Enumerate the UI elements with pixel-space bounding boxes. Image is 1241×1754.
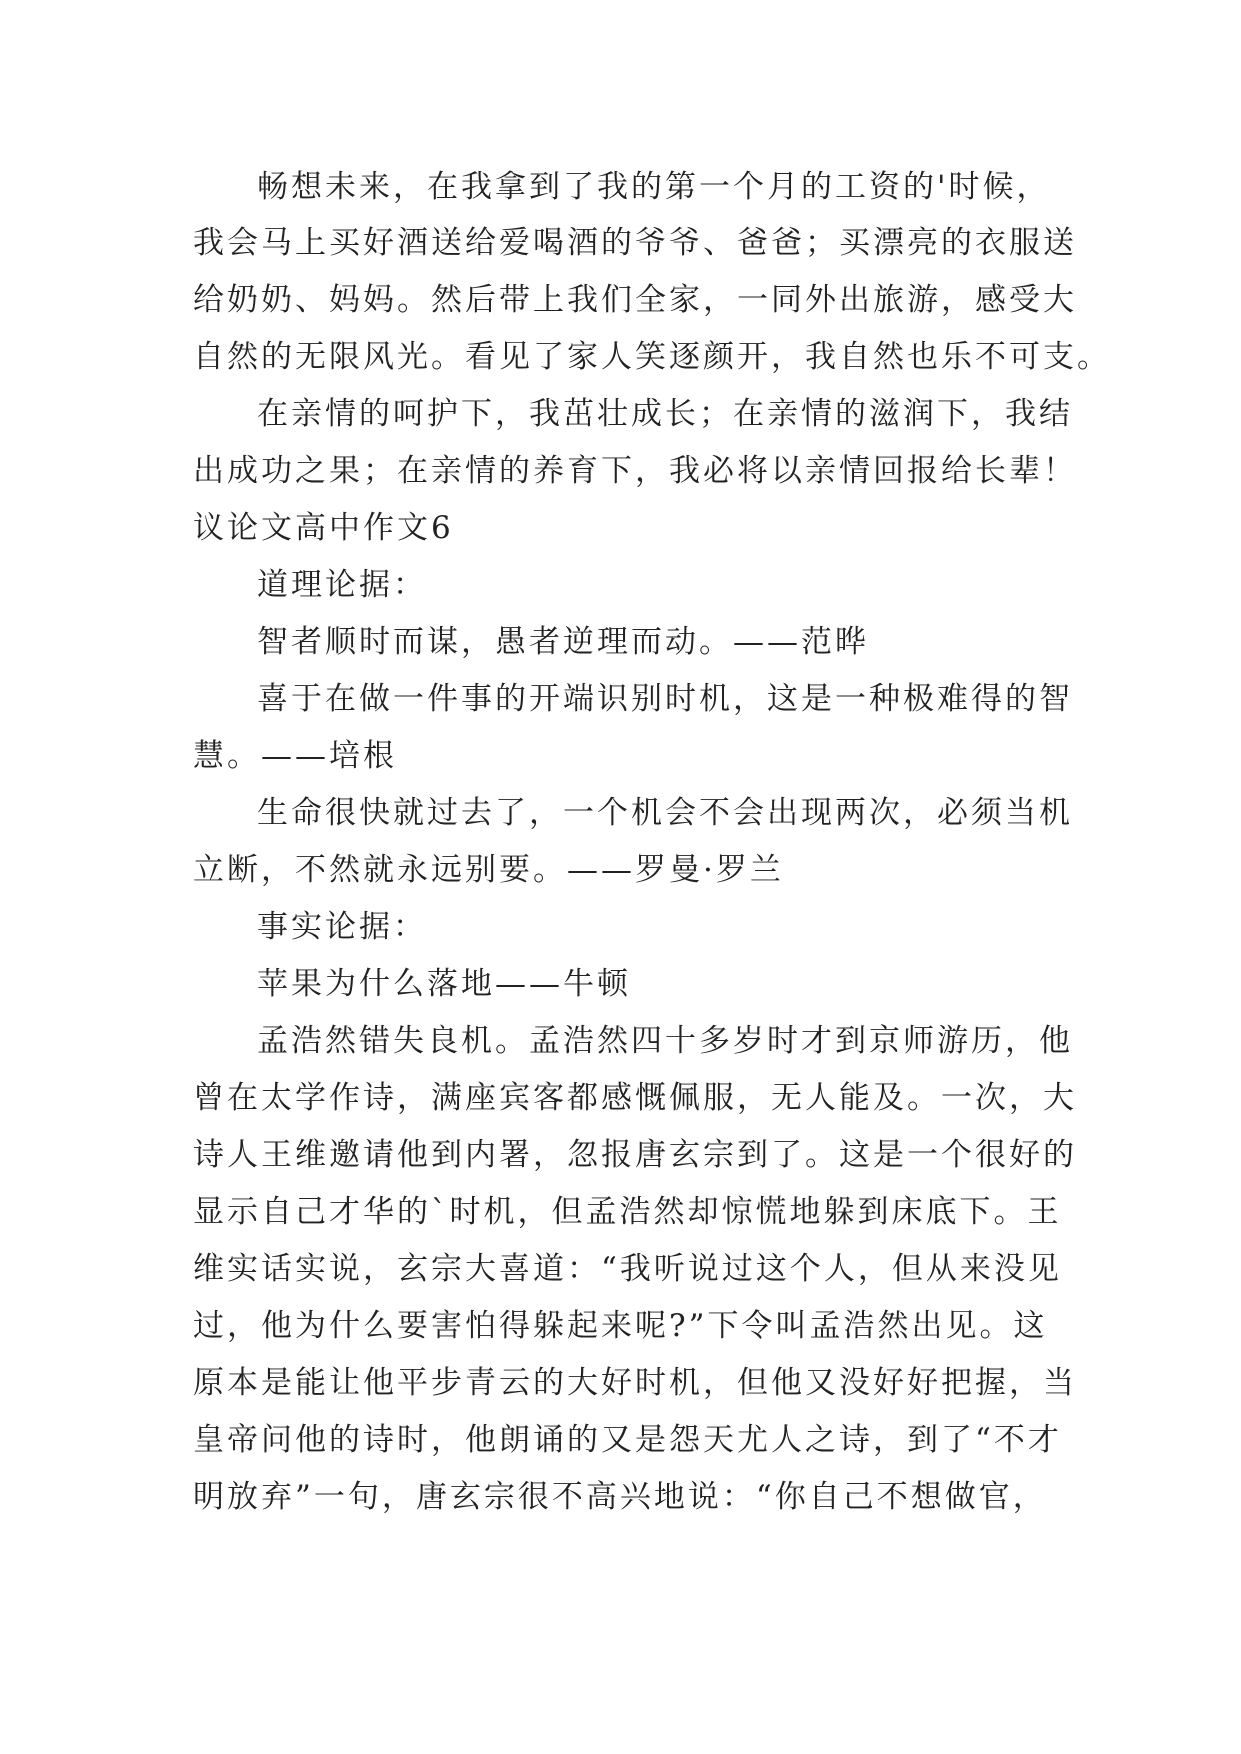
- text-line: 诗人王维邀请他到内署，忽报唐玄宗到了。这是一个很好的: [193, 1137, 1077, 1173]
- quote-line: 慧。——培根: [193, 738, 397, 774]
- text-line: 明放弃”一句，唐玄宗很不高兴地说：“你自己不想做官，: [193, 1479, 1047, 1515]
- quote-line: 生命很快就过去了，一个机会不会出现两次，必须当机: [257, 795, 1073, 831]
- text-line: 苹果为什么落地——牛顿: [257, 966, 631, 1002]
- text-line: 出成功之果；在亲情的养育下，我必将以亲情回报给长辈！: [193, 453, 1077, 489]
- text-line: 给奶奶、妈妈。然后带上我们全家，一同外出旅游，感受大: [193, 282, 1077, 318]
- text-line: 过，他为什么要害怕得躲起来呢?”下令叫孟浩然出见。这: [193, 1308, 1048, 1344]
- text-line: 显示自己才华的`时机，但孟浩然却惊慌地躲到床底下。王: [193, 1194, 1062, 1230]
- text-line: 维实话实说，玄宗大喜道：“我听说过这个人，但从来没见: [193, 1251, 1062, 1287]
- text-line: 道理论据：: [257, 567, 427, 603]
- section-heading: 议论文高中作文6: [193, 510, 454, 546]
- text-line: 曾在太学作诗，满座宾客都感慨佩服，无人能及。一次，大: [193, 1080, 1077, 1116]
- text-line: 自然的无限风光。看见了家人笑逐颜开，我自然也乐不可支。: [193, 339, 1111, 375]
- text-line: 在亲情的呵护下，我茁壮成长；在亲情的滋润下，我结: [257, 396, 1073, 432]
- quote-line: 立断，不然就永远别要。——罗曼·罗兰: [193, 852, 784, 888]
- text-line: 原本是能让他平步青云的大好时机，但他又没好好把握，当: [193, 1365, 1077, 1401]
- text-line: 皇帝问他的诗时，他朗诵的又是怨天尤人之诗，到了“不才: [193, 1422, 1062, 1458]
- text-line: 我会马上买好酒送给爱喝酒的爷爷、爸爸；买漂亮的衣服送: [193, 225, 1077, 261]
- quote-line: 喜于在做一件事的开端识别时机，这是一种极难得的智: [257, 681, 1073, 717]
- text-line: 事实论据：: [257, 909, 427, 945]
- text-line: 孟浩然错失良机。孟浩然四十多岁时才到京师游历，他: [257, 1023, 1073, 1059]
- text-line: 畅想未来，在我拿到了我的第一个月的工资的'时候，: [257, 169, 1051, 205]
- quote-line: 智者顺时而谋，愚者逆理而动。——范晔: [257, 624, 869, 660]
